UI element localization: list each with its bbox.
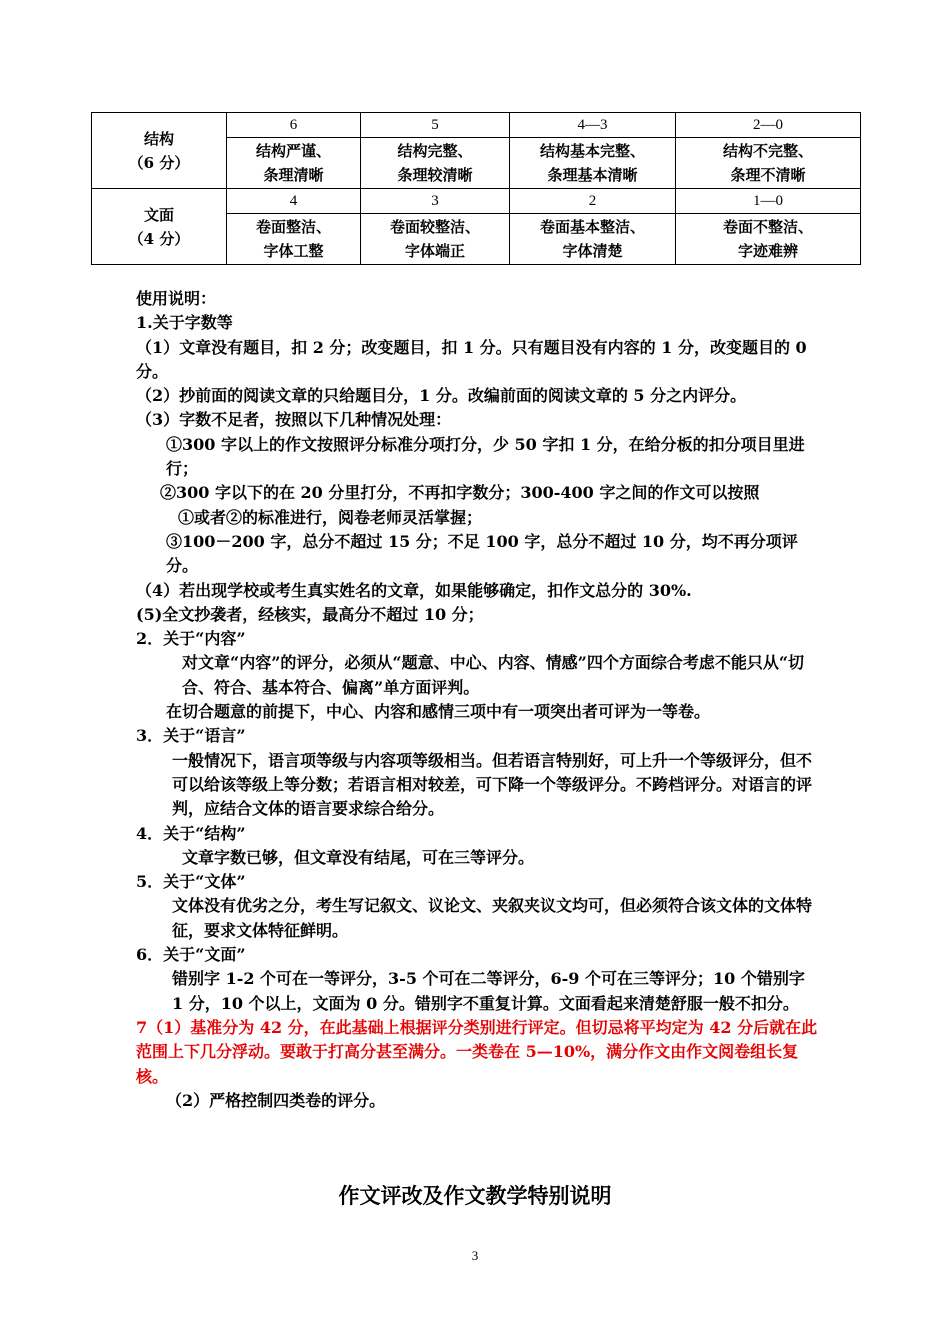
desc-cell <box>227 214 361 265</box>
paragraph: （1）文章没有题目，扣 2 分；改变题目，扣 1 分。只有题目没有内容的 1 分，改变题目的 0 分。 <box>136 337 807 381</box>
desc-cell <box>510 214 676 265</box>
desc-line: 条理不清晰 <box>730 166 806 184</box>
desc-line: 卷面整洁、 <box>255 218 331 236</box>
paragraph: 文章字数已够，但文章没有结尾，可在三等评分。 <box>182 847 535 867</box>
usage-notes <box>136 287 821 1113</box>
desc-line: 卷面基本整洁、 <box>539 218 645 236</box>
section-heading: 6．关于“文面” <box>136 945 246 965</box>
paragraph: 对文章“内容”的评分，必须从“题意、中心、内容、情感”四个方面综合考虑不能只从“切合、符合、基本符合、偏离”单方面评判。 <box>182 653 805 697</box>
desc-cell <box>361 138 510 189</box>
desc-line: 卷面不整洁、 <box>722 218 813 236</box>
paragraph: ③100－200 字，总分不超过 15 分；不足 100 字，总分不超过 10 分，均不再分项评分。 <box>166 531 798 576</box>
score-cell: 2 <box>510 189 676 214</box>
section-heading: 1.关于字数等 <box>136 313 233 333</box>
scoring-table <box>91 112 861 265</box>
desc-cell <box>676 138 861 189</box>
paragraph: ①300 字以上的作文按照评分标准分项打分，少 50 字扣 1 分，在给分板的扣分项目里进行； <box>166 434 805 479</box>
score-cell: 4—3 <box>510 113 676 138</box>
section-heading: 5．关于“文体” <box>136 872 246 892</box>
desc-line: 结构基本完整、 <box>539 142 645 160</box>
paragraph: （3）字数不足者，按照以下几种情况处理： <box>136 410 452 430</box>
desc-line: 结构严谨、 <box>255 142 331 160</box>
section-heading: 4．关于“结构” <box>136 823 246 843</box>
desc-line: 卷面较整洁、 <box>389 218 480 236</box>
notes-title: 使用说明： <box>136 289 217 308</box>
paragraph: (5)全文抄袭者，经核实，最高分不超过 10 分； <box>136 604 484 624</box>
paragraph: （2）严格控制四类卷的评分。 <box>166 1090 386 1110</box>
page-number: 3 <box>471 1248 479 1263</box>
category-cell-structure <box>92 113 227 189</box>
desc-cell <box>361 214 510 265</box>
desc-line: 字体工整 <box>263 242 324 260</box>
score-cell: 3 <box>361 189 510 214</box>
paragraph: 在切合题意的前提下，中心、内容和感情三项中有一项突出者可评为一等卷。 <box>166 702 711 722</box>
table-row-structure-scores <box>92 113 861 138</box>
desc-line: 字迹难辨 <box>737 242 798 260</box>
desc-line: 结构完整、 <box>397 142 473 160</box>
desc-line: 条理清晰 <box>263 166 324 184</box>
category-name: 结构 <box>143 129 174 148</box>
desc-line: 条理较清晰 <box>397 166 473 184</box>
desc-cell <box>227 138 361 189</box>
section-heading: 3．关于“语言” <box>136 726 246 746</box>
paragraph: ①或者②的标准进行，阅卷老师灵活掌握； <box>178 507 483 527</box>
section-heading: 2．关于“内容” <box>136 629 246 649</box>
paragraph: ②300 字以下的在 20 分里打分，不再扣字数分；300-400 字之间的作文可以按照 <box>160 483 760 503</box>
score-cell: 1—0 <box>676 189 861 214</box>
desc-cell <box>510 138 676 189</box>
score-cell: 2—0 <box>676 113 861 138</box>
highlighted-paragraph: 7（1）基准分为 42 分，在此基础上根据评分类别进行评定。但切忌将平均定为 42 分后就在此范围上下几分浮动。要敢于打高分甚至满分。一类卷在 5—10%，满分作文由作文阅卷组长复核。 <box>136 1017 818 1086</box>
paragraph: （4）若出现学校或考生真实姓名的文章，如果能够确定，扣作文总分的 30%. <box>136 580 692 600</box>
desc-cell <box>676 214 861 265</box>
desc-line: 字体清楚 <box>562 242 623 260</box>
category-name: 文面 <box>143 205 174 224</box>
score-cell: 4 <box>227 189 361 214</box>
score-cell: 5 <box>361 113 510 138</box>
score-cell: 6 <box>227 113 361 138</box>
category-points: （6 分） <box>128 153 190 172</box>
category-points: （4 分） <box>128 229 190 248</box>
paragraph: 文体没有优劣之分，考生写记叙文、议论文、夹叙夹议文均可，但必须符合该文体的文体特征，要求文体特征鲜明。 <box>172 896 813 940</box>
table-row-surface-scores <box>92 189 861 214</box>
desc-line: 结构不完整、 <box>722 142 813 160</box>
desc-line: 字体端正 <box>404 242 465 260</box>
category-cell-surface <box>92 189 227 265</box>
section-title: 作文评改及作文教学特别说明 <box>338 1183 612 1208</box>
paragraph: （2）抄前面的阅读文章的只给题目分，1 分。改编前面的阅读文章的 5 分之内评分。 <box>136 386 747 406</box>
paragraph: 错别字 1-2 个可在一等评分，3-5 个可在二等评分，6-9 个可在三等评分；10 个错别字 1 分，10 个以上，文面为 0 分。错别字不重复计算。文面看起来清楚舒服一般不扣分。 <box>172 969 805 1013</box>
paragraph: 一般情况下，语言项等级与内容项等级相当。但若语言特别好，可上升一个等级评分，但不可以给该等级上等分数；若语言相对较差，可下降一个等级评分。不跨档评分。对语言的评判，应结合文体的语言要求综合给分。 <box>172 750 813 819</box>
desc-line: 条理基本清晰 <box>547 166 638 184</box>
